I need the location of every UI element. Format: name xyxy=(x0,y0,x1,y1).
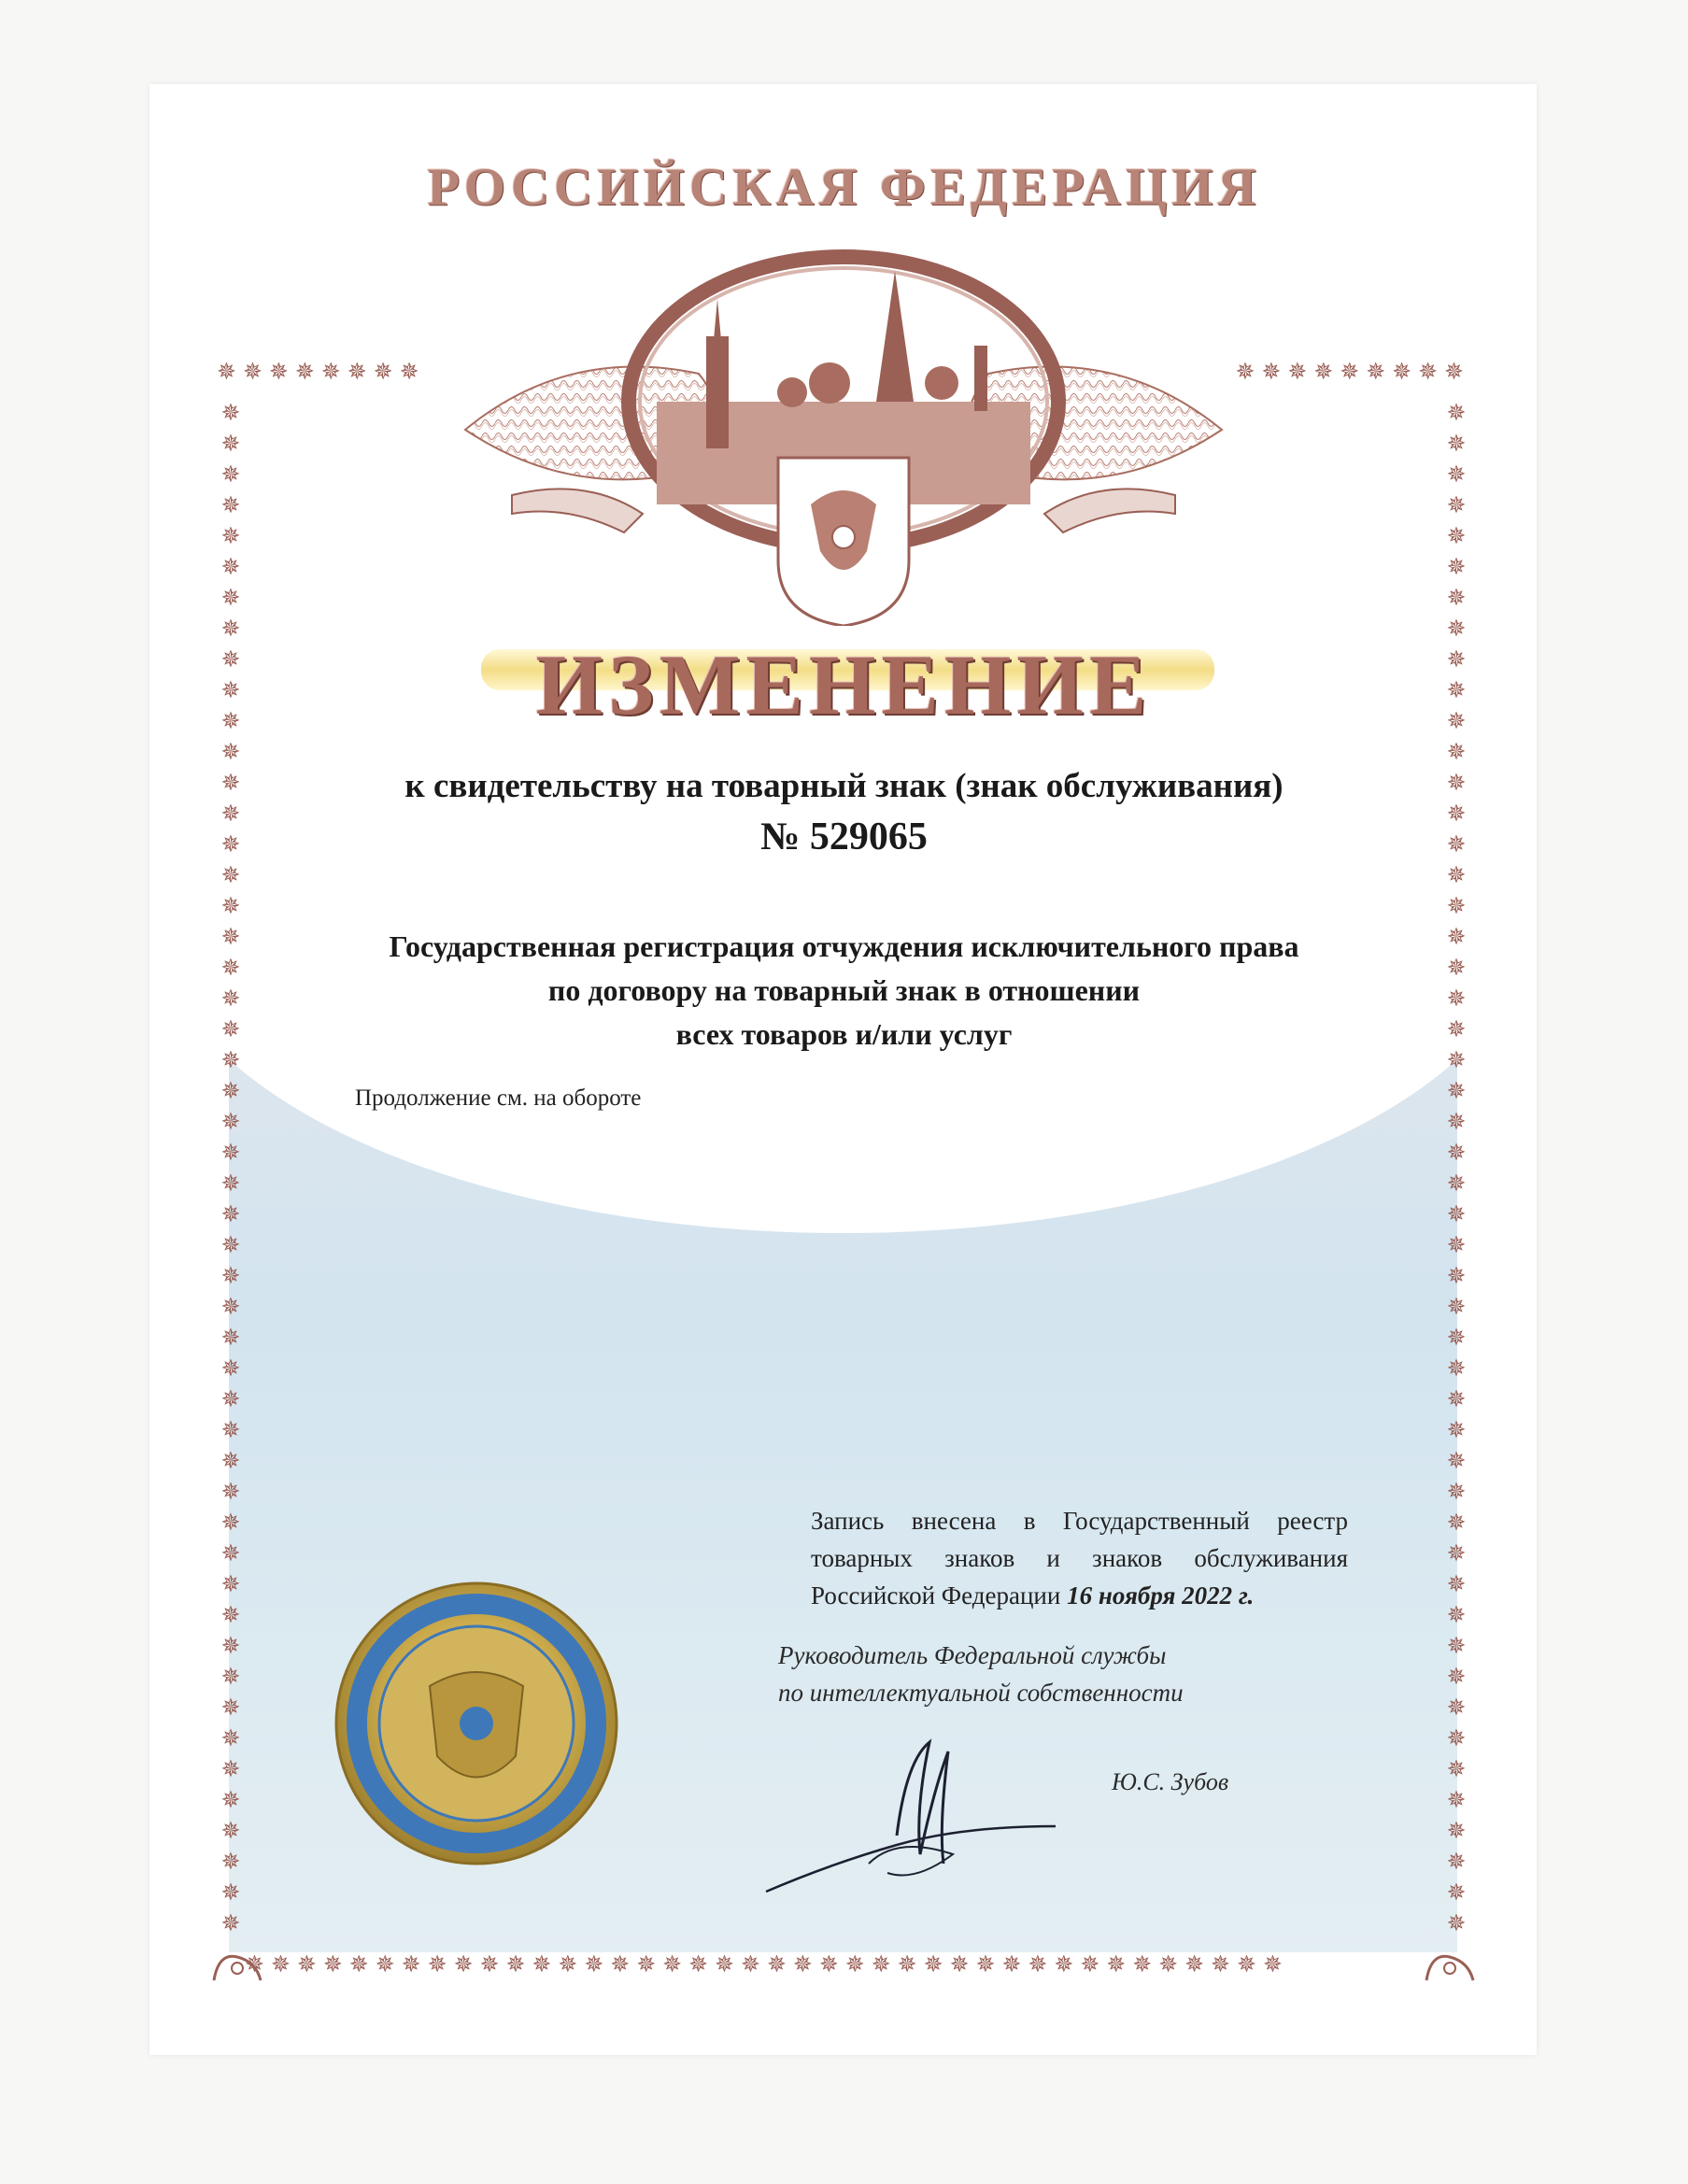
corner-scroll-icon xyxy=(1422,1948,1478,1985)
registry-line: товарных знаков и знаков обслуживания xyxy=(811,1544,1348,1572)
rospatent-seal-icon xyxy=(308,1555,645,1892)
registration-line: Государственная регистрация отчуждения исключительного права xyxy=(389,929,1299,963)
document-title: ИЗМЕНЕНИЕ xyxy=(535,637,1153,732)
handwritten-signature-icon xyxy=(757,1723,1065,1910)
frame-left: ✵ ✵ ✵ ✵ ✵ ✵ ✵ ✵ ✵ ✵ ✵ ✵ ✵ ✵ ✵ ✵ ✵ ✵ ✵ ✵ ✵ ✵ ✵ ✵ ✵ ✵ ✵ ✵ ✵ ✵ ✵ ✵ ✵ ✵ ✵ ✵ ✵ ✵ ✵ ✵ ✵ ✵ ✵ ✵ ✵ ✵ ✵ ✵ ✵ ✵ xyxy=(220,399,241,1936)
frame-bottom: ✵✵✵✵✵✵✵✵✵✵✵✵✵✵✵✵✵✵✵✵✵✵✵✵✵✵✵✵✵✵✵✵✵✵✵✵✵✵✵✵ xyxy=(245,1950,1289,1978)
frame-top-right: ✵✵✵✵✵✵✵✵✵ xyxy=(1235,358,1470,385)
kremlin-emblem-icon xyxy=(456,234,1231,626)
registry-date: 16 ноября 2022 г. xyxy=(1067,1581,1255,1610)
registration-line: по договору на товарный знак в отношении xyxy=(547,973,1141,1007)
certificate-number: № 529065 xyxy=(760,815,928,858)
continued-note: Продолжение см. на обороте xyxy=(355,1085,642,1111)
registry-prefix: Российской Федерации xyxy=(811,1581,1061,1610)
corner-scroll-icon xyxy=(209,1948,265,1985)
frame-right: ✵ ✵ ✵ ✵ ✵ ✵ ✵ ✵ ✵ ✵ ✵ ✵ ✵ ✵ ✵ ✵ ✵ ✵ ✵ ✵ ✵ ✵ ✵ ✵ ✵ ✵ ✵ ✵ ✵ ✵ ✵ ✵ ✵ ✵ ✵ ✵ ✵ ✵ ✵ ✵ ✵ ✵ ✵ ✵ ✵ ✵ ✵ ✵ ✵ ✵ xyxy=(1446,399,1467,1936)
signatory-position: Руководитель Федеральной службы xyxy=(778,1641,1167,1669)
registry-line xyxy=(811,1577,1348,1614)
subtitle: к свидетельству на товарный знак (знак обслуживания) xyxy=(404,767,1284,805)
registry-line: Запись внесена в Государственный реестр xyxy=(811,1507,1348,1535)
registration-line: всех товаров и/или услуг xyxy=(675,1017,1013,1051)
signatory-position: по интеллектуальной собственности xyxy=(778,1679,1184,1707)
signatory-name: Ю.С. Зубов xyxy=(1112,1768,1229,1795)
country-title: РОССИЙСКАЯ ФЕДЕРАЦИЯ xyxy=(427,158,1261,217)
frame-top-left: ✵✵✵✵✵✵✵✵ xyxy=(217,358,426,385)
